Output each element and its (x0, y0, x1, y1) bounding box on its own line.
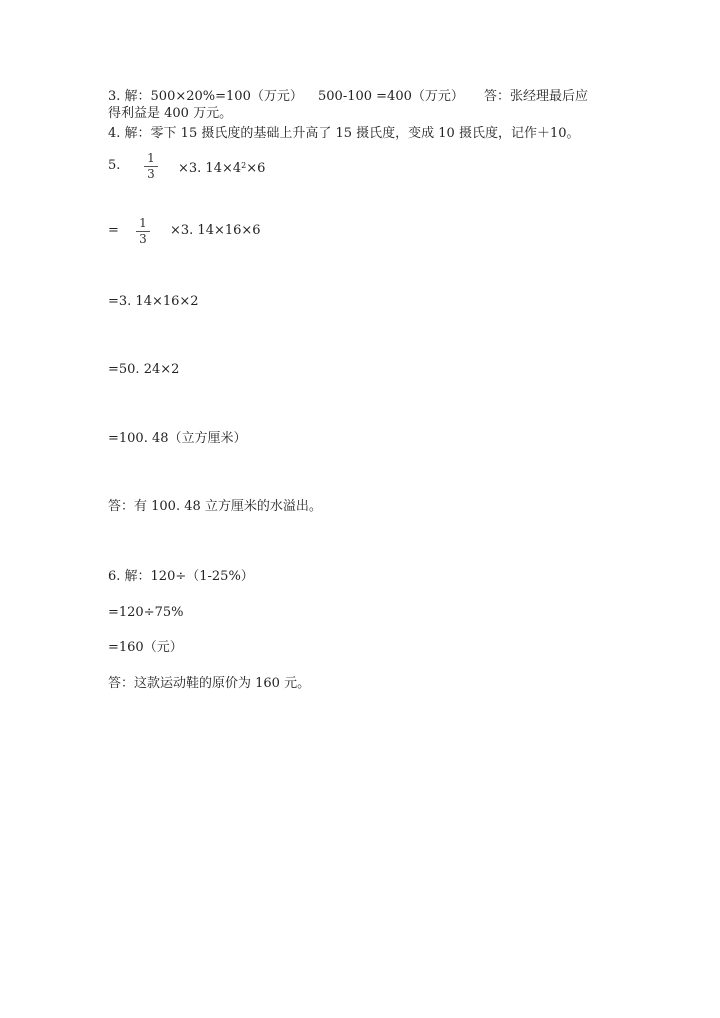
fraction-numerator: 1 (139, 216, 147, 230)
q5-step5: =100. 48（立方厘米） (108, 431, 247, 446)
q3-answer-start: 答：张经理最后应 (484, 89, 589, 104)
q5-expr-exponent: 2 (241, 161, 247, 170)
q5-step2-equals: = (108, 223, 119, 238)
fraction-denominator: 3 (139, 232, 147, 246)
q5-step2-expression: ×3. 14×16×6 (170, 223, 261, 238)
q5-answer: 答：有 100. 48 立方厘米的水溢出。 (108, 499, 322, 514)
q6-step1: 6. 解：120÷（1-25%） (108, 569, 254, 584)
q4-solution: 4. 解：零下 15 摄氏度的基础上升高了 15 摄氏度，变成 10 摄氏度，记作＋10。 (108, 126, 580, 141)
q3-step1: 3. 解：500×20%=100（万元） (108, 89, 303, 104)
q6-answer: 答：这款运动鞋的原价为 160 元。 (108, 676, 311, 691)
q5-step4: =50. 24×2 (108, 362, 180, 377)
q5-fraction-2 (136, 217, 150, 246)
q5-fraction-1 (144, 152, 158, 181)
q5-expression-1 (178, 158, 265, 177)
q5-expr-tail: ×6 (246, 161, 266, 176)
q5-label: 5. (108, 158, 121, 173)
fraction-numerator: 1 (147, 151, 155, 165)
q5-expr-base: ×3. 14×4 (178, 161, 242, 176)
fraction-denominator: 3 (147, 167, 155, 181)
q6-step2: =120÷75% (108, 605, 184, 620)
q3-step2: 500-100 =400（万元） (318, 89, 464, 104)
q6-step3: =160（元） (108, 640, 183, 655)
q3-answer-end: 得利益是 400 万元。 (108, 106, 233, 121)
q5-step3: =3. 14×16×2 (108, 294, 199, 309)
